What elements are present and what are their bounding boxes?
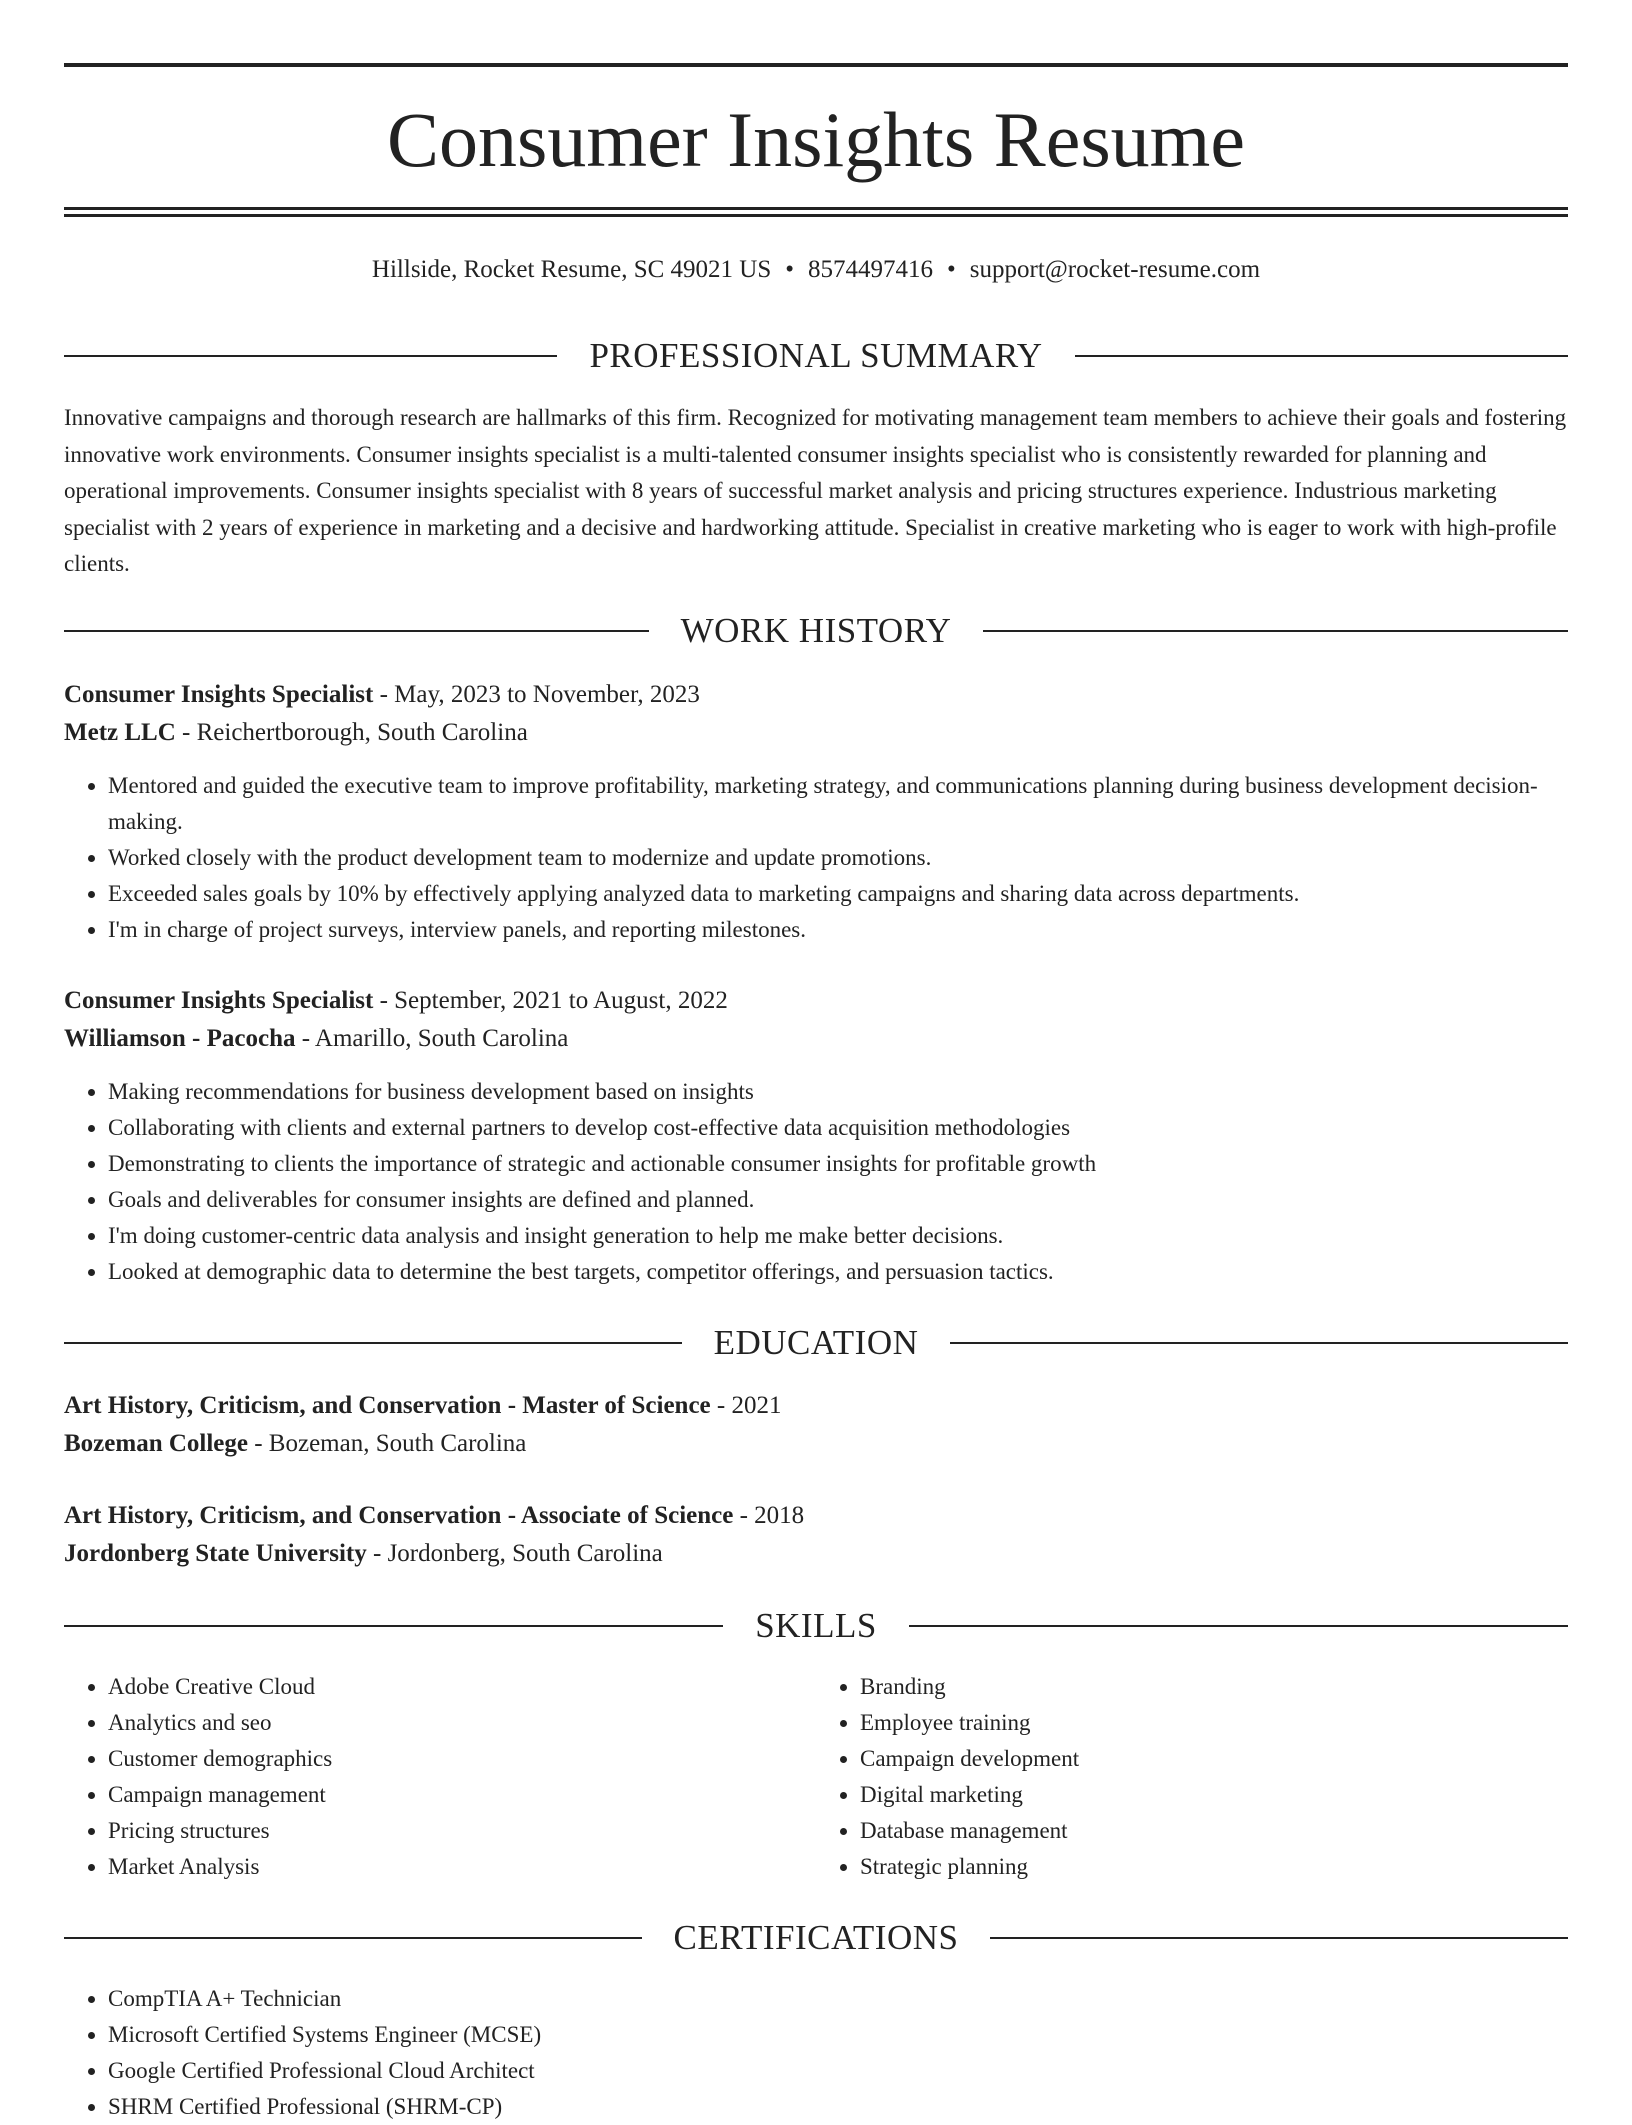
job-bullet: • I'm in charge of project surveys, interview panels, and reporting milestones. xyxy=(108,912,1568,948)
job-bullets xyxy=(64,768,1568,948)
education-year: - 2021 xyxy=(710,1392,782,1419)
section-heading-label: WORK HISTORY xyxy=(680,611,952,650)
skill-item: • Analytics and seo xyxy=(108,1705,816,1741)
job-bullet: • Worked closely with the product development team to modernize and update promotions. xyxy=(108,840,1568,876)
heading-rule xyxy=(64,1342,682,1344)
education-location: - Bozeman, South Carolina xyxy=(247,1430,527,1457)
education-degree: Art History, Criticism, and Conservation - Associate of Science xyxy=(64,1502,734,1529)
heading-rule xyxy=(64,630,649,632)
summary-heading xyxy=(64,334,1568,378)
work-history-heading xyxy=(64,609,1568,653)
certification-item: • SHRM Certified Professional (SHRM-CP) xyxy=(108,2089,1568,2125)
section-heading-label: SKILLS xyxy=(755,1606,877,1645)
skill-item: • Pricing structures xyxy=(108,1813,816,1849)
contact-email: support@rocket-resume.com xyxy=(969,256,1261,283)
job-dates: - September, 2021 to August, 2022 xyxy=(373,987,728,1014)
section-heading-label: PROFESSIONAL SUMMARY xyxy=(589,336,1043,375)
skills-heading xyxy=(64,1604,1568,1648)
education-heading xyxy=(64,1321,1568,1365)
job-bullet: • Mentored and guided the executive team to improve profitability, marketing strategy, and communications planning during business development decision-making. xyxy=(108,768,1568,840)
skill-item: • Employee training xyxy=(860,1705,1568,1741)
job-company-line xyxy=(64,1020,1568,1058)
skill-item: • Customer demographics xyxy=(108,1741,816,1777)
certifications-heading xyxy=(64,1916,1568,1960)
job-bullet: • Collaborating with clients and external partners to develop cost-effective data acquisition methodologies xyxy=(108,1110,1568,1146)
skill-item: • Database management xyxy=(860,1813,1568,1849)
section-heading-label: CERTIFICATIONS xyxy=(673,1918,959,1957)
heading-rule xyxy=(64,355,557,357)
job-entry xyxy=(64,676,1568,948)
job-location: - Reichertborough, South Carolina xyxy=(175,719,528,746)
summary-block xyxy=(64,400,1568,583)
resume-title: Consumer Insights Resume xyxy=(387,96,1245,183)
education-school-line xyxy=(64,1425,1568,1463)
job-title-line xyxy=(64,982,1568,1020)
summary-text: Innovative campaigns and thorough research are hallmarks of this firm. Recognized for motivating management team members to achieve their goals and fostering innovative work environments. Consumer insights specialist is a multi-talented consumer insights specialist who is consistently rewarded for planning and operational improvements. Consumer insights specialist with 8 years of successful market analysis and pricing structures experience. Industrious marketing specialist with 2 years of experience in marketing and a decisive and hardworking attitude. Specialist in creative marketing who is eager to work with high-profile clients. xyxy=(64,405,1567,576)
job-company: Williamson - Pacocha xyxy=(64,1025,296,1052)
contact-separator: • xyxy=(785,256,794,283)
certification-item: • Google Certified Professional Cloud Architect xyxy=(108,2053,1568,2089)
skill-item: • Market Analysis xyxy=(108,1849,816,1885)
education-degree-line xyxy=(64,1497,1568,1535)
job-bullet: • Demonstrating to clients the importance of strategic and actionable consumer insights for profitable growth xyxy=(108,1146,1568,1182)
job-bullets xyxy=(64,1074,1568,1290)
education-degree: Art History, Criticism, and Conservation - Master of Science xyxy=(64,1392,711,1419)
heading-rule xyxy=(909,1625,1568,1627)
contact-separator: • xyxy=(947,256,956,283)
heading-rule xyxy=(983,630,1568,632)
certification-item: • CompTIA A+ Technician xyxy=(108,1981,1568,2017)
education-school-line xyxy=(64,1535,1568,1573)
job-bullet: • I'm doing customer-centric data analysis and insight generation to help me make better decisions. xyxy=(108,1218,1568,1254)
job-bullet: • Making recommendations for business development based on insights xyxy=(108,1074,1568,1110)
skill-item: • Adobe Creative Cloud xyxy=(108,1669,816,1705)
heading-rule xyxy=(950,1342,1568,1344)
certifications-list xyxy=(64,1981,1568,2125)
job-title: Consumer Insights Specialist xyxy=(64,987,374,1014)
skill-item: • Strategic planning xyxy=(860,1849,1568,1885)
section-heading-label: EDUCATION xyxy=(713,1323,919,1362)
skills-list-right xyxy=(816,1669,1568,1885)
education-location: - Jordonberg, South Carolina xyxy=(366,1540,663,1567)
title-double-rule xyxy=(64,207,1568,217)
contact-line xyxy=(64,253,1568,287)
job-location: - Amarillo, South Carolina xyxy=(295,1025,569,1052)
skill-item: • Branding xyxy=(860,1669,1568,1705)
job-bullet: • Exceeded sales goals by 10% by effectively applying analyzed data to marketing campaigns and sharing data across departments. xyxy=(108,876,1568,912)
education-entry xyxy=(64,1387,1568,1463)
education-degree-line xyxy=(64,1387,1568,1425)
job-bullet: • Goals and deliverables for consumer insights are defined and planned. xyxy=(108,1182,1568,1218)
job-company: Metz LLC xyxy=(64,719,176,746)
heading-rule xyxy=(990,1937,1568,1939)
job-entry xyxy=(64,982,1568,1290)
job-dates: - May, 2023 to November, 2023 xyxy=(373,681,700,708)
top-rule xyxy=(64,63,1568,67)
job-bullet: • Looked at demographic data to determine the best targets, competitor offerings, and persuasion tactics. xyxy=(108,1254,1568,1290)
certification-item: • Microsoft Certified Systems Engineer (MCSE) xyxy=(108,2017,1568,2053)
education-school: Jordonberg State University xyxy=(64,1540,367,1567)
contact-address: Hillside, Rocket Resume, SC 49021 US xyxy=(371,256,772,283)
skills-columns xyxy=(64,1669,1568,1885)
job-title: Consumer Insights Specialist xyxy=(64,681,374,708)
job-company-line xyxy=(64,714,1568,752)
skill-item: • Campaign management xyxy=(108,1777,816,1813)
heading-rule xyxy=(64,1625,723,1627)
skill-item: • Digital marketing xyxy=(860,1777,1568,1813)
education-entry xyxy=(64,1497,1568,1573)
skill-item: • Campaign development xyxy=(860,1741,1568,1777)
skills-list-left xyxy=(64,1669,816,1885)
heading-rule xyxy=(64,1937,642,1939)
education-school: Bozeman College xyxy=(64,1430,248,1457)
certifications-block xyxy=(64,1981,1568,2125)
education-year: - 2018 xyxy=(733,1502,805,1529)
contact-phone: 8574497416 xyxy=(808,256,933,283)
job-title-line xyxy=(64,676,1568,714)
heading-rule xyxy=(1075,355,1568,357)
